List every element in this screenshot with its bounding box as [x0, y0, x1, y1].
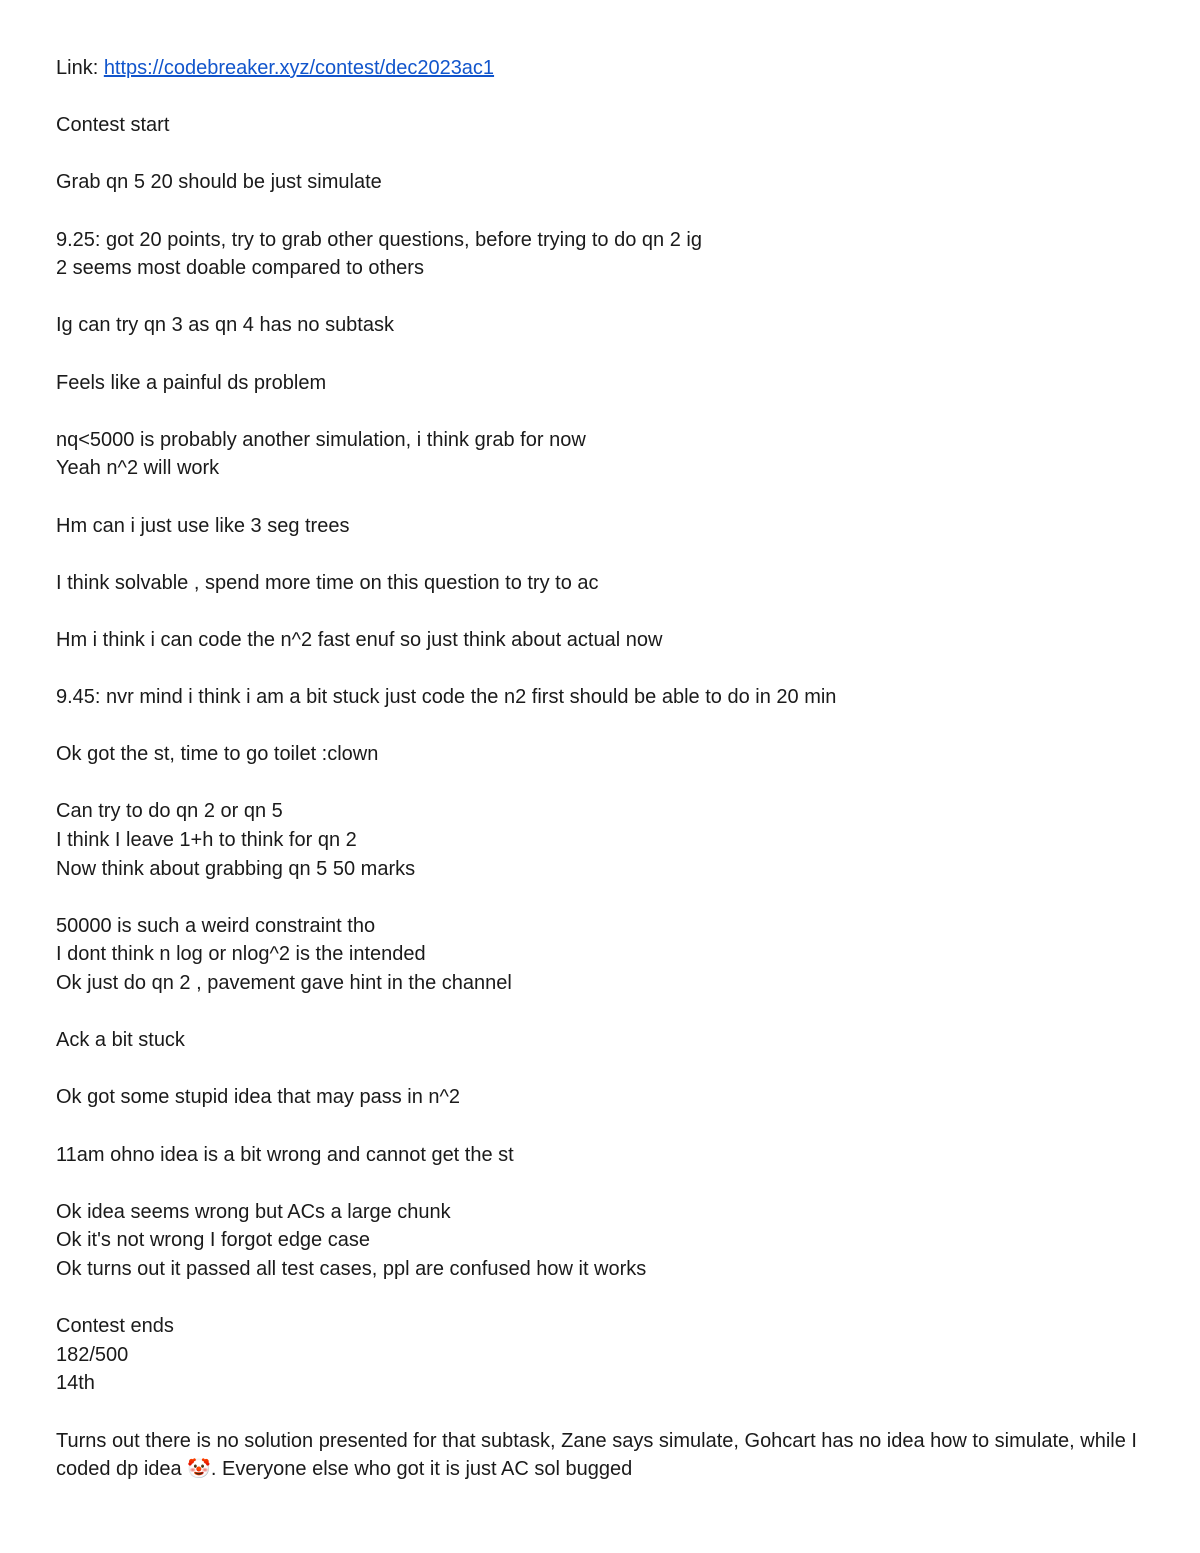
paragraph-ack — [56, 1026, 1146, 1055]
link-line — [56, 54, 1146, 83]
text-line: Hm i think i can code the n^2 fast enuf so just think about actual now — [56, 628, 663, 651]
text-line: Ok turns out it passed all test cases, ppl are confused how it works — [56, 1257, 647, 1280]
text-line: Ok got some stupid idea that may pass in n^2 — [56, 1086, 461, 1109]
text-line: Contest ends — [56, 1315, 174, 1338]
paragraph-945 — [56, 683, 1146, 712]
final-text-a: Turns out there is no solution presented for that subtask, Zane says simulate, Gohcart has no idea how to simulate, while I coded dp idea — [56, 1429, 1137, 1481]
text-line: 9.45: nvr mind i think i am a bit stuck just code the n2 first should be able to do in 20 min — [56, 686, 837, 709]
paragraph-nq — [56, 426, 1146, 483]
paragraph-qn3 — [56, 311, 1146, 340]
text-line: Now think about grabbing qn 5 50 marks — [56, 857, 416, 880]
clown-icon: 🤡 — [187, 1458, 211, 1481]
final-text-b: . Everyone else who got it is just AC sol bugged — [210, 1458, 633, 1481]
paragraph-grab-qn5 — [56, 168, 1146, 197]
paragraph-stupid-idea — [56, 1083, 1146, 1112]
text-line: I think solvable , spend more time on this question to try to ac — [56, 571, 599, 594]
paragraph-ok-idea — [56, 1198, 1146, 1284]
text-line: Grab qn 5 20 should be just simulate — [56, 171, 382, 194]
text-line: 9.25: got 20 points, try to grab other questions, before trying to do qn 2 ig — [56, 228, 702, 251]
text-line: 50000 is such a weird constraint tho — [56, 914, 376, 937]
link-paragraph — [56, 54, 1146, 83]
paragraph-toilet — [56, 740, 1146, 769]
text-line: I think I leave 1+h to think for qn 2 — [56, 829, 357, 852]
text-line: Feels like a painful ds problem — [56, 371, 327, 394]
paragraph-final — [56, 1427, 1146, 1484]
text-line: 2 seems most doable compared to others — [56, 257, 424, 280]
text-line-wrapped — [56, 1427, 1146, 1484]
paragraph-contest-start — [56, 111, 1146, 140]
text-line: Ok idea seems wrong but ACs a large chunk — [56, 1200, 451, 1223]
text-line: Yeah n^2 will work — [56, 457, 220, 480]
rank-text: 14th — [56, 1372, 95, 1395]
text-line: Contest start — [56, 114, 170, 137]
text-line: 11am ohno idea is a bit wrong and cannot get the st — [56, 1143, 514, 1166]
text-line: Hm can i just use like 3 seg trees — [56, 514, 350, 537]
paragraph-50000 — [56, 912, 1146, 998]
paragraph-qn2-qn5 — [56, 797, 1146, 883]
text-line: I dont think n log or nlog^2 is the intended — [56, 943, 426, 966]
text-line: nq<5000 is probably another simulation, i think grab for now — [56, 428, 586, 451]
paragraph-contest-ends — [56, 1312, 1146, 1398]
document-body — [56, 54, 1146, 1512]
paragraph-n2-fast — [56, 626, 1146, 655]
paragraph-painful — [56, 369, 1146, 398]
link-label: Link: — [56, 57, 99, 79]
paragraph-solvable — [56, 569, 1146, 598]
text-line: Can try to do qn 2 or qn 5 — [56, 800, 283, 823]
contest-link[interactable]: https://codebreaker.xyz/contest/dec2023ac1 — [103, 57, 495, 79]
score-text: 182/500 — [56, 1343, 129, 1366]
text-line: Ack a bit stuck — [56, 1029, 185, 1052]
text-line: Ok just do qn 2 , pavement gave hint in the channel — [56, 972, 512, 994]
paragraph-925 — [56, 226, 1146, 283]
text-line: Ok it's not wrong I forgot edge case — [56, 1229, 370, 1252]
paragraph-seg-trees — [56, 512, 1146, 541]
paragraph-11am — [56, 1141, 1146, 1170]
text-line: Ok got the st, time to go toilet :clown — [56, 743, 379, 766]
text-line: Ig can try qn 3 as qn 4 has no subtask — [56, 314, 394, 337]
